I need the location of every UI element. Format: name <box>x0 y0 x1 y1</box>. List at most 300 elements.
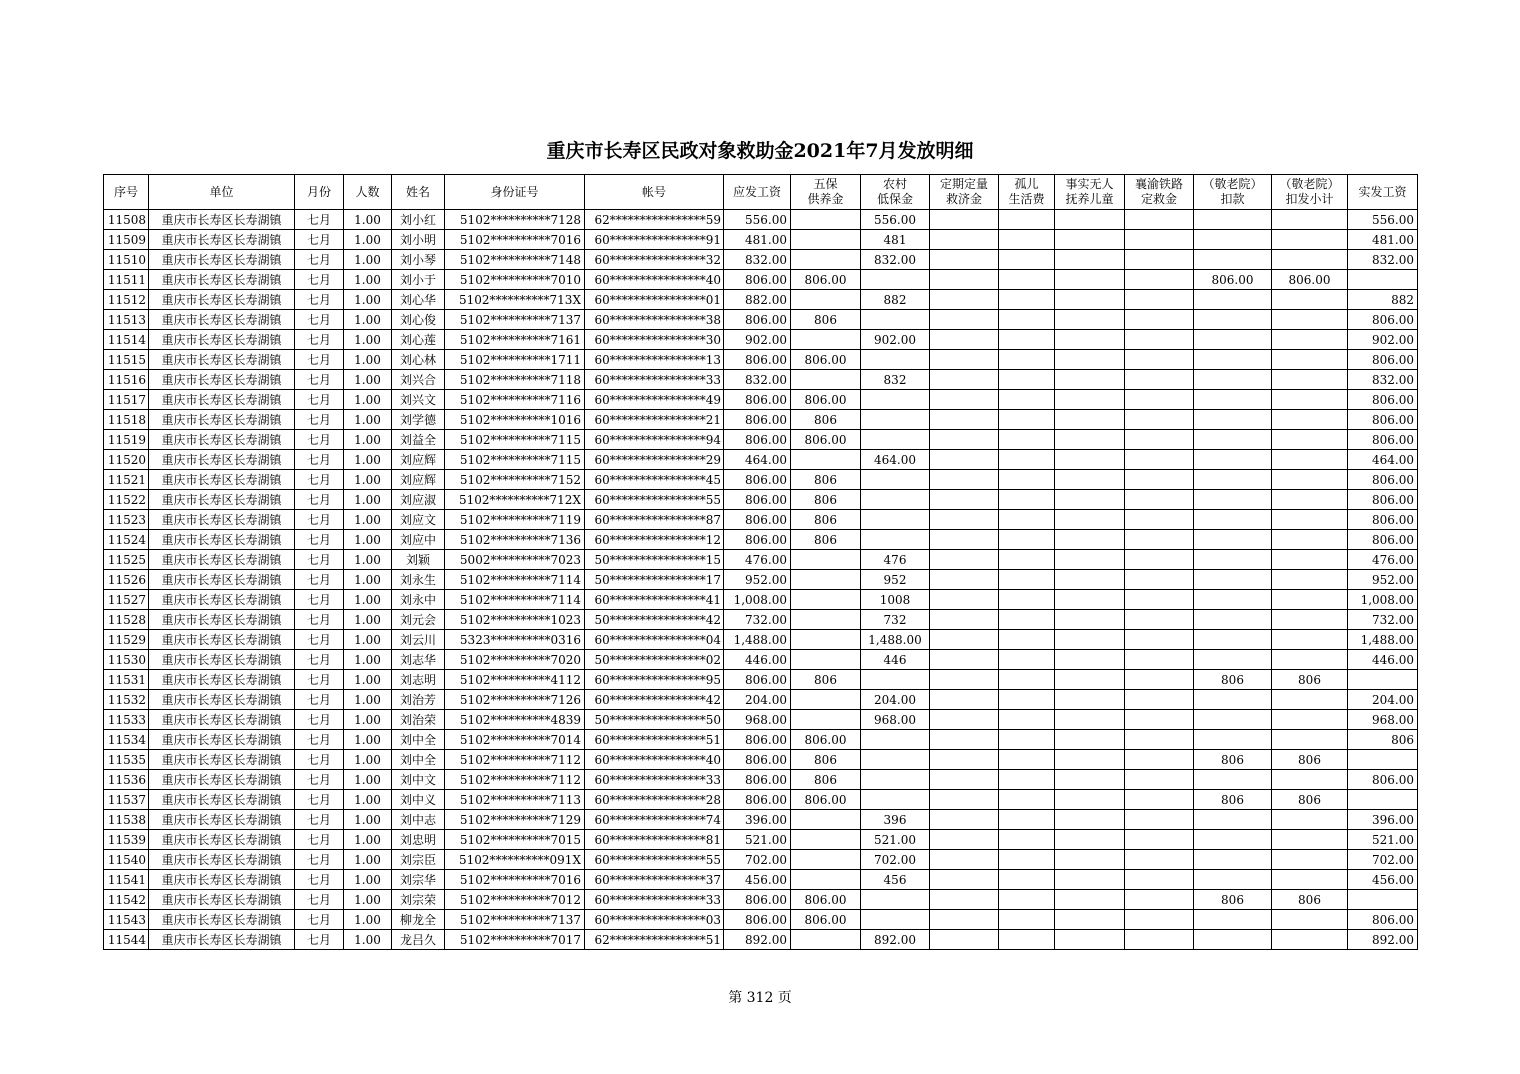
table-cell: 5102**********091X <box>445 850 585 870</box>
table-cell <box>1055 570 1125 590</box>
table-cell <box>1055 370 1125 390</box>
table-row <box>104 810 1418 830</box>
table-row <box>104 930 1418 950</box>
table-cell: 1.00 <box>344 870 392 890</box>
table-cell: 732 <box>861 610 930 630</box>
table-cell: 重庆市长寿区长寿湖镇 <box>149 930 295 950</box>
table-cell <box>1194 290 1272 310</box>
table-row <box>104 510 1418 530</box>
table-cell: 5102**********712X <box>445 490 585 510</box>
table-cell: 七月 <box>295 230 344 250</box>
table-cell: 七月 <box>295 730 344 750</box>
table-cell: 重庆市长寿区长寿湖镇 <box>149 910 295 930</box>
table-cell: 重庆市长寿区长寿湖镇 <box>149 830 295 850</box>
table-cell: 刘志明 <box>392 670 445 690</box>
table-cell: 11543 <box>104 910 149 930</box>
table-cell: 七月 <box>295 310 344 330</box>
table-cell: 重庆市长寿区长寿湖镇 <box>149 530 295 550</box>
table-cell: 刘宗臣 <box>392 850 445 870</box>
column-header: 月份 <box>295 175 344 210</box>
table-cell: 806.00 <box>791 390 861 410</box>
table-cell <box>1055 490 1125 510</box>
table-cell: 60****************41 <box>585 590 724 610</box>
table-cell: 5102**********7112 <box>445 770 585 790</box>
table-cell: 60****************45 <box>585 470 724 490</box>
table-cell <box>999 350 1055 370</box>
table-cell: 60****************55 <box>585 490 724 510</box>
table-cell <box>1125 550 1194 570</box>
table-cell <box>999 750 1055 770</box>
table-cell <box>999 870 1055 890</box>
table-cell <box>1055 630 1125 650</box>
table-cell: 重庆市长寿区长寿湖镇 <box>149 390 295 410</box>
table-cell <box>861 350 930 370</box>
table-cell: 1.00 <box>344 790 392 810</box>
table-cell <box>861 410 930 430</box>
table-cell <box>999 330 1055 350</box>
table-cell <box>930 870 999 890</box>
table-cell: 882.00 <box>724 290 791 310</box>
table-cell: 5102**********7136 <box>445 530 585 550</box>
table-row <box>104 410 1418 430</box>
table-cell <box>1055 410 1125 430</box>
table-cell <box>1272 850 1348 870</box>
table-cell: 重庆市长寿区长寿湖镇 <box>149 210 295 230</box>
table-cell <box>791 330 861 350</box>
table-cell <box>1194 230 1272 250</box>
table-cell: 七月 <box>295 670 344 690</box>
table-cell <box>1194 930 1272 950</box>
table-cell: 1.00 <box>344 410 392 430</box>
table-cell: 11529 <box>104 630 149 650</box>
table-cell <box>791 590 861 610</box>
table-cell: 1.00 <box>344 470 392 490</box>
table-cell <box>1272 910 1348 930</box>
table-cell: 1.00 <box>344 310 392 330</box>
table-cell <box>1055 930 1125 950</box>
table-cell: 刘应文 <box>392 510 445 530</box>
table-cell: 七月 <box>295 210 344 230</box>
table-cell <box>1272 830 1348 850</box>
table-cell <box>999 450 1055 470</box>
table-cell: 刘应中 <box>392 530 445 550</box>
table-cell: 5102**********7137 <box>445 310 585 330</box>
table-cell: 七月 <box>295 430 344 450</box>
table-cell: 七月 <box>295 750 344 770</box>
table-cell: 11525 <box>104 550 149 570</box>
table-cell: 1.00 <box>344 510 392 530</box>
table-cell <box>1272 870 1348 890</box>
table-row <box>104 830 1418 850</box>
table-cell: 1.00 <box>344 490 392 510</box>
table-cell <box>861 770 930 790</box>
table-cell <box>999 730 1055 750</box>
table-cell <box>930 330 999 350</box>
table-cell <box>1272 630 1348 650</box>
table-cell: 60****************33 <box>585 890 724 910</box>
table-cell <box>999 550 1055 570</box>
table-cell: 七月 <box>295 370 344 390</box>
column-header: 姓名 <box>392 175 445 210</box>
table-cell <box>1125 510 1194 530</box>
table-cell: 476.00 <box>1348 550 1418 570</box>
table-cell <box>1055 390 1125 410</box>
table-row <box>104 670 1418 690</box>
table-cell <box>1055 610 1125 630</box>
table-cell: 556.00 <box>861 210 930 230</box>
table-cell: 968.00 <box>724 710 791 730</box>
table-cell <box>1125 610 1194 630</box>
table-header-row <box>104 175 1418 210</box>
table-cell <box>1125 750 1194 770</box>
table-cell: 456.00 <box>724 870 791 890</box>
table-cell: 重庆市长寿区长寿湖镇 <box>149 470 295 490</box>
table-cell: 刘学德 <box>392 410 445 430</box>
table-cell: 11522 <box>104 490 149 510</box>
table-cell <box>999 670 1055 690</box>
table-cell: 806.00 <box>724 790 791 810</box>
table-cell: 952 <box>861 570 930 590</box>
table-row <box>104 310 1418 330</box>
table-cell: 七月 <box>295 930 344 950</box>
table-cell: 5102**********1711 <box>445 350 585 370</box>
table-cell: 5323**********0316 <box>445 630 585 650</box>
table-cell <box>1194 450 1272 470</box>
table-cell <box>1055 330 1125 350</box>
table-cell <box>1125 590 1194 610</box>
table-cell <box>861 270 930 290</box>
table-cell: 5102**********1016 <box>445 410 585 430</box>
table-cell: 806 <box>1272 670 1348 690</box>
table-cell <box>1194 330 1272 350</box>
table-cell: 806.00 <box>724 670 791 690</box>
table-cell <box>1272 390 1348 410</box>
table-cell <box>1125 490 1194 510</box>
table-cell: 806.00 <box>1348 770 1418 790</box>
table-cell: 5102**********7115 <box>445 450 585 470</box>
table-cell: 806 <box>791 770 861 790</box>
table-cell <box>1125 930 1194 950</box>
table-cell: 11512 <box>104 290 149 310</box>
table-cell <box>791 690 861 710</box>
table-cell: 重庆市长寿区长寿湖镇 <box>149 510 295 530</box>
table-cell <box>1125 350 1194 370</box>
table-cell <box>930 490 999 510</box>
table-cell: 892.00 <box>724 930 791 950</box>
table-cell <box>930 610 999 630</box>
table-cell <box>1272 650 1348 670</box>
table-cell: 806.00 <box>1348 490 1418 510</box>
table-cell <box>1194 570 1272 590</box>
table-cell: 702.00 <box>1348 850 1418 870</box>
table-cell <box>999 830 1055 850</box>
table-cell <box>1055 550 1125 570</box>
table-cell <box>1194 530 1272 550</box>
table-cell: 806 <box>791 470 861 490</box>
table-cell: 七月 <box>295 910 344 930</box>
page-title: 重庆市长寿区民政对象救助金2021年7月发放明细 <box>546 140 974 162</box>
table-cell: 806.00 <box>724 350 791 370</box>
table-row <box>104 530 1418 550</box>
table-cell: 11536 <box>104 770 149 790</box>
table-cell <box>999 490 1055 510</box>
table-cell <box>1272 710 1348 730</box>
table-cell: 556.00 <box>724 210 791 230</box>
table-cell <box>1272 410 1348 430</box>
table-cell: 60****************38 <box>585 310 724 330</box>
relief-fund-table <box>103 174 1418 950</box>
table-cell: 11514 <box>104 330 149 350</box>
table-cell <box>1125 710 1194 730</box>
table-cell <box>861 430 930 450</box>
table-cell <box>999 630 1055 650</box>
table-cell <box>1055 350 1125 370</box>
table-cell: 刘元会 <box>392 610 445 630</box>
table-cell: 重庆市长寿区长寿湖镇 <box>149 370 295 390</box>
table-cell: 968.00 <box>1348 710 1418 730</box>
table-cell: 1.00 <box>344 550 392 570</box>
table-cell: 11518 <box>104 410 149 430</box>
table-cell <box>930 470 999 490</box>
table-cell: 806.00 <box>724 530 791 550</box>
table-cell: 446 <box>861 650 930 670</box>
table-cell <box>1055 210 1125 230</box>
table-cell <box>999 290 1055 310</box>
table-row <box>104 210 1418 230</box>
table-cell <box>791 210 861 230</box>
table-cell: 464.00 <box>861 450 930 470</box>
table-cell <box>1055 830 1125 850</box>
table-cell: 806 <box>791 510 861 530</box>
table-cell: 806 <box>1272 890 1348 910</box>
table-cell: 1.00 <box>344 910 392 930</box>
table-cell <box>999 910 1055 930</box>
table-cell: 刘忠明 <box>392 830 445 850</box>
table-cell: 刘中志 <box>392 810 445 830</box>
table-cell <box>1194 250 1272 270</box>
table-cell: 七月 <box>295 510 344 530</box>
table-cell: 806.00 <box>1348 430 1418 450</box>
table-cell: 5102**********7128 <box>445 210 585 230</box>
table-cell: 806 <box>1194 890 1272 910</box>
table-cell: 1.00 <box>344 450 392 470</box>
table-cell <box>1272 810 1348 830</box>
table-row <box>104 690 1418 710</box>
table-cell: 重庆市长寿区长寿湖镇 <box>149 690 295 710</box>
table-cell <box>861 310 930 330</box>
table-cell: 50****************15 <box>585 550 724 570</box>
table-cell <box>1194 310 1272 330</box>
table-cell: 832.00 <box>724 250 791 270</box>
page-number: 第 312 页 <box>728 990 792 1006</box>
table-cell: 1.00 <box>344 230 392 250</box>
table-cell: 刘应辉 <box>392 470 445 490</box>
table-cell <box>999 650 1055 670</box>
table-cell <box>1055 750 1125 770</box>
table-cell: 1.00 <box>344 350 392 370</box>
table-cell: 1.00 <box>344 570 392 590</box>
table-cell <box>1194 410 1272 430</box>
table-cell <box>1272 690 1348 710</box>
table-cell <box>1055 790 1125 810</box>
table-cell <box>1272 570 1348 590</box>
table-cell <box>1125 430 1194 450</box>
column-header: （敬老院） 扣款 <box>1194 175 1272 210</box>
table-cell <box>930 810 999 830</box>
table-cell: 刘心林 <box>392 350 445 370</box>
table-cell <box>1055 590 1125 610</box>
table-cell: 5102**********7114 <box>445 570 585 590</box>
table-cell: 重庆市长寿区长寿湖镇 <box>149 790 295 810</box>
table-cell <box>930 230 999 250</box>
table-cell: 刘心华 <box>392 290 445 310</box>
table-row <box>104 850 1418 870</box>
table-cell: 806.00 <box>1348 310 1418 330</box>
table-cell: 60****************55 <box>585 850 724 870</box>
table-cell: 重庆市长寿区长寿湖镇 <box>149 590 295 610</box>
table-cell: 806 <box>791 410 861 430</box>
table-cell: 5102**********7119 <box>445 510 585 530</box>
table-cell <box>861 490 930 510</box>
table-cell: 11517 <box>104 390 149 410</box>
table-cell <box>791 650 861 670</box>
table-row <box>104 790 1418 810</box>
table-cell <box>999 370 1055 390</box>
table-row <box>104 390 1418 410</box>
table-cell: 456.00 <box>1348 870 1418 890</box>
table-cell <box>1125 530 1194 550</box>
table-cell: 七月 <box>295 470 344 490</box>
table-cell <box>930 310 999 330</box>
table-cell: 5102**********7115 <box>445 430 585 450</box>
column-header: 帐号 <box>585 175 724 210</box>
table-cell <box>930 450 999 470</box>
table-row <box>104 710 1418 730</box>
table-cell: 446.00 <box>1348 650 1418 670</box>
table-cell <box>999 510 1055 530</box>
table-cell <box>930 650 999 670</box>
table-cell: 806.00 <box>724 770 791 790</box>
table-cell <box>1272 290 1348 310</box>
table-cell: 刘志华 <box>392 650 445 670</box>
table-cell: 60****************33 <box>585 770 724 790</box>
table-cell <box>1055 810 1125 830</box>
table-cell <box>861 750 930 770</box>
table-cell <box>999 390 1055 410</box>
table-cell <box>1194 730 1272 750</box>
table-cell: 11531 <box>104 670 149 690</box>
table-cell: 七月 <box>295 530 344 550</box>
table-cell <box>1272 330 1348 350</box>
table-row <box>104 750 1418 770</box>
table-cell: 806.00 <box>1272 270 1348 290</box>
table-row <box>104 490 1418 510</box>
table-cell <box>1125 410 1194 430</box>
table-cell: 重庆市长寿区长寿湖镇 <box>149 310 295 330</box>
table-cell: 重庆市长寿区长寿湖镇 <box>149 290 295 310</box>
table-cell: 806.00 <box>791 430 861 450</box>
table-cell: 刘益全 <box>392 430 445 450</box>
table-cell: 204.00 <box>861 690 930 710</box>
table-cell <box>1194 370 1272 390</box>
table-cell <box>930 550 999 570</box>
table-cell <box>1272 530 1348 550</box>
table-cell: 七月 <box>295 270 344 290</box>
table-cell: 892.00 <box>1348 930 1418 950</box>
table-cell: 60****************32 <box>585 250 724 270</box>
table-cell: 5102**********7126 <box>445 690 585 710</box>
table-cell: 62****************59 <box>585 210 724 230</box>
table-cell: 七月 <box>295 890 344 910</box>
table-cell: 5102**********7161 <box>445 330 585 350</box>
table-cell <box>791 370 861 390</box>
table-cell: 806.00 <box>724 490 791 510</box>
table-cell: 重庆市长寿区长寿湖镇 <box>149 870 295 890</box>
table-cell <box>1272 590 1348 610</box>
table-cell <box>1272 230 1348 250</box>
table-cell: 882 <box>861 290 930 310</box>
table-cell: 11521 <box>104 470 149 490</box>
table-cell: 60****************28 <box>585 790 724 810</box>
table-cell: 702.00 <box>861 850 930 870</box>
table-cell <box>930 510 999 530</box>
table-cell <box>1125 890 1194 910</box>
table-cell: 60****************12 <box>585 530 724 550</box>
table-cell: 重庆市长寿区长寿湖镇 <box>149 650 295 670</box>
table-cell <box>930 930 999 950</box>
column-header: 身份证号 <box>445 175 585 210</box>
table-cell: 刘宗华 <box>392 870 445 890</box>
table-cell: 806 <box>791 490 861 510</box>
column-header: 序号 <box>104 175 149 210</box>
table-cell: 刘云川 <box>392 630 445 650</box>
table-row <box>104 610 1418 630</box>
table-cell: 60****************95 <box>585 670 724 690</box>
table-cell: 396.00 <box>724 810 791 830</box>
table-cell: 11539 <box>104 830 149 850</box>
table-cell: 50****************02 <box>585 650 724 670</box>
table-cell: 806.00 <box>1348 470 1418 490</box>
table-cell: 806.00 <box>1194 270 1272 290</box>
table-cell: 七月 <box>295 250 344 270</box>
table-cell: 521.00 <box>1348 830 1418 850</box>
table-cell: 1,008.00 <box>724 590 791 610</box>
table-cell: 60****************37 <box>585 870 724 890</box>
table-cell <box>930 670 999 690</box>
table-cell: 11544 <box>104 930 149 950</box>
table-cell: 396.00 <box>1348 810 1418 830</box>
table-cell <box>930 390 999 410</box>
table-row <box>104 890 1418 910</box>
table-cell: 七月 <box>295 290 344 310</box>
column-header: 孤儿 生活费 <box>999 175 1055 210</box>
table-cell: 1.00 <box>344 930 392 950</box>
table-row <box>104 350 1418 370</box>
table-row <box>104 250 1418 270</box>
table-cell: 446.00 <box>724 650 791 670</box>
table-cell: 481 <box>861 230 930 250</box>
table-cell: 882 <box>1348 290 1418 310</box>
table-cell: 60****************13 <box>585 350 724 370</box>
table-cell: 刘治荣 <box>392 710 445 730</box>
table-cell: 七月 <box>295 630 344 650</box>
table-cell: 重庆市长寿区长寿湖镇 <box>149 330 295 350</box>
table-cell <box>1125 650 1194 670</box>
table-cell: 806 <box>1348 730 1418 750</box>
table-cell: 60****************29 <box>585 450 724 470</box>
table-cell <box>1055 850 1125 870</box>
column-header: 应发工资 <box>724 175 791 210</box>
